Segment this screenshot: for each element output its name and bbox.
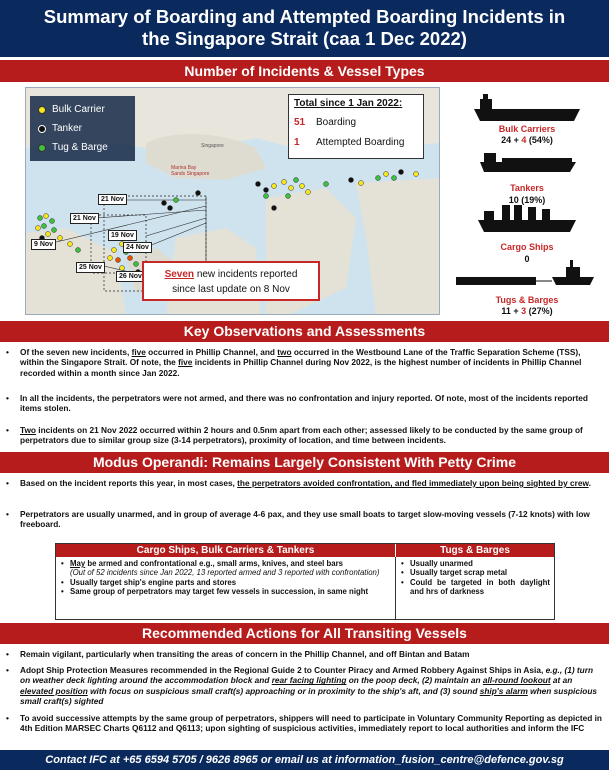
text: rear facing lighting <box>271 675 347 686</box>
date-label: 19 Nov <box>108 230 137 241</box>
count-new: 3 <box>521 306 527 316</box>
key-obs-3 <box>6 425 604 446</box>
text: e.g., (1) turn on weather deck lighting around the accommodation block and <box>20 665 594 686</box>
text: occurred in Phillip Channel, and <box>145 347 278 357</box>
page-title <box>0 0 609 57</box>
count-part: (54%) <box>526 135 553 145</box>
tanker-icon <box>480 153 576 172</box>
text: five <box>178 357 193 368</box>
text: when suspicious small craft(s) sighted <box>20 685 597 706</box>
callout-line2: since last update on 8 Nov <box>172 284 290 295</box>
section-mo-header: Modus Operandi: Remains Largely Consistent With Petty Crime <box>0 452 609 473</box>
legend-label: Tanker <box>52 123 83 134</box>
text: on the poop deck, (2) maintain an <box>346 675 483 686</box>
legend-label: Bulk Carrier <box>52 104 105 115</box>
text: Of the seven new incidents, <box>20 347 132 357</box>
boarding-count: 51 <box>294 116 306 128</box>
text: Two <box>20 425 36 435</box>
yellow-dot-icon <box>38 106 46 114</box>
date-label: 26 Nov <box>116 271 145 282</box>
list-item: • Same group of perpetrators may target few vessels in succession, in same night <box>60 587 391 596</box>
key-obs-2 <box>6 393 604 414</box>
key-obs-1 <box>6 347 604 378</box>
vessel-name-cargo: Cargo Ships <box>500 242 554 252</box>
callout-seven: Seven <box>164 269 195 280</box>
attempt-count: 1 <box>294 136 300 148</box>
table-header-tugs: Tugs & Barges <box>396 544 554 557</box>
total-box <box>288 94 424 159</box>
vessel-count-bulk <box>452 135 602 145</box>
count-part: 24 + <box>501 135 522 145</box>
title-line-2: the Singapore Strait (caa 1 Dec 2022) <box>142 28 467 49</box>
list-item: • Usually target ship's engine parts and stores <box>60 578 391 587</box>
list-item <box>60 559 391 578</box>
attempt-label: Attempted Boarding <box>316 136 405 148</box>
text: be armed and confrontational e.g., small arms, knives, and steel bars <box>85 559 343 568</box>
title-line-1: Summary of Boarding and Attempted Boarding Incidents in <box>43 6 566 27</box>
count-new: 4 <box>521 135 527 145</box>
green-dot-icon <box>38 144 46 152</box>
date-label: 9 Nov <box>31 239 56 250</box>
count-part: 11 + <box>501 306 522 316</box>
rec-3 <box>6 713 604 734</box>
bulk-carrier-icon <box>474 94 580 121</box>
legend-tug-barge <box>38 138 127 157</box>
text: ship's alarm <box>479 685 528 696</box>
legend-bulk-carrier <box>38 100 127 119</box>
text: • To avoid successive attempts by the same group of perpetrators, shippers will need to participate in Voluntary Community Reporting as depicted in 4th Edition MARSEC Charts Q6112 and Q6113; upon sighting of suspicious activities, immediately report to local authorities and inform the IFC <box>20 713 602 734</box>
tugs-list <box>396 557 554 619</box>
text: • In all the incidents, the perpetrators were not armed, and there was no confrontation and injury reported. Of note, most of the incidents reported items stolen. <box>20 393 588 414</box>
boarding-label: Boarding <box>316 116 357 128</box>
vessel-count-cargo: 0 <box>524 254 530 264</box>
legend-tanker <box>38 119 127 138</box>
section-incidents-header: Number of Incidents & Vessel Types <box>0 60 609 82</box>
vessel-name-tanker: Tankers <box>510 183 544 193</box>
count-part: (27%) <box>526 306 553 316</box>
text: incidents on 21 Nov 2022 occurred within 2 hours and 0.5nm apart from each other; assessed likely to be conducted by the same group of perpetrators due to similar group size (3-14 perpetrators), proximity of location, and time between incidents. <box>20 425 583 446</box>
vessel-name-bulk: Bulk Carriers <box>498 124 556 134</box>
text: elevated position <box>20 685 88 696</box>
text: the perpetrators avoided confrontation, and fled immediately upon being sighted by crew <box>237 478 589 488</box>
map-legend <box>30 96 135 161</box>
text: May <box>70 559 86 568</box>
vessel-count-tanker: 10 (19%) <box>508 195 546 205</box>
incident-map <box>25 87 440 315</box>
text: Based on the incident reports this year, in most cases, <box>20 478 238 488</box>
date-label: 24 Nov <box>123 242 152 253</box>
text: • Remain vigilant, particularly when transiting the areas of concern in the Phillip Channel, and off Bintan and Batam <box>20 649 470 659</box>
new-incidents-callout <box>142 261 320 301</box>
text: five <box>131 347 146 357</box>
map-label-singapore: Singapore <box>201 143 224 149</box>
section-rec-header: Recommended Actions for All Transiting Vessels <box>0 623 609 644</box>
text: with focus on suspicious small craft(s) approaching or in proximity to the ship's aft, and (3) sound <box>87 685 480 696</box>
cargo-list <box>56 557 396 619</box>
date-label: 25 Nov <box>76 262 105 273</box>
rec-2 <box>6 665 604 706</box>
black-dot-icon <box>38 125 46 133</box>
vessel-count-tug <box>452 306 602 316</box>
callout-rest: new incidents reported <box>196 269 298 280</box>
vessel-types-panel <box>452 87 602 319</box>
list-item: • Usually target scrap metal <box>400 568 550 577</box>
table-header-cargo: Cargo Ships, Bulk Carriers & Tankers <box>56 544 396 557</box>
total-heading: Total since 1 Jan 2022: <box>294 98 403 109</box>
text: at an <box>550 675 573 686</box>
text: Adopt Ship Protection Measures recommended in the Regional Guide 2 to Counter Piracy and Armed Robbery Against Ships in Asia, <box>20 665 546 675</box>
list-item: • Usually unarmed <box>400 559 550 568</box>
text: all-round lookout <box>482 675 551 686</box>
text: • Perpetrators are usually unarmed, and in group of average 4-6 pax, and they use small boats to target slow-moving vessels (7-12 knots) with low freeboard. <box>20 509 590 530</box>
cargo-ship-icon <box>478 205 576 232</box>
mo-1 <box>6 478 604 488</box>
mo-table <box>55 543 555 620</box>
mo-2 <box>6 509 604 530</box>
map-label-marina-bay: Marina Bay Sands Singapore <box>171 165 210 177</box>
date-label: 21 Nov <box>98 194 127 205</box>
text: (Out of 52 incidents since Jan 2022, 13 reported armed and 3 reported with confrontation) <box>70 568 380 578</box>
vessel-name-tug: Tugs & Barges <box>495 295 559 305</box>
list-item: • Could be targeted in both daylight and hrs of darkness <box>400 578 550 597</box>
footer-contact[interactable]: Contact IFC at +65 6594 5705 / 9626 8965 or email us at information_fusion_centre@defence.gov.sg <box>0 750 609 770</box>
legend-label: Tug & Barge <box>52 142 108 153</box>
section-key-header: Key Observations and Assessments <box>0 321 609 342</box>
date-label: 21 Nov <box>70 213 99 224</box>
rec-1 <box>6 649 604 659</box>
text: occurred in the Westbound Lane of the Traffic Separation Scheme (TSS), within the Singapore Strait. Of note, the <box>20 347 581 368</box>
text: two <box>277 347 292 357</box>
text: incidents in Phillip Channel during Nov 2022, is the highest number of incidents in Phillip Channel recorded within a month since Jan 2022. <box>20 357 582 378</box>
text: . <box>588 478 591 488</box>
